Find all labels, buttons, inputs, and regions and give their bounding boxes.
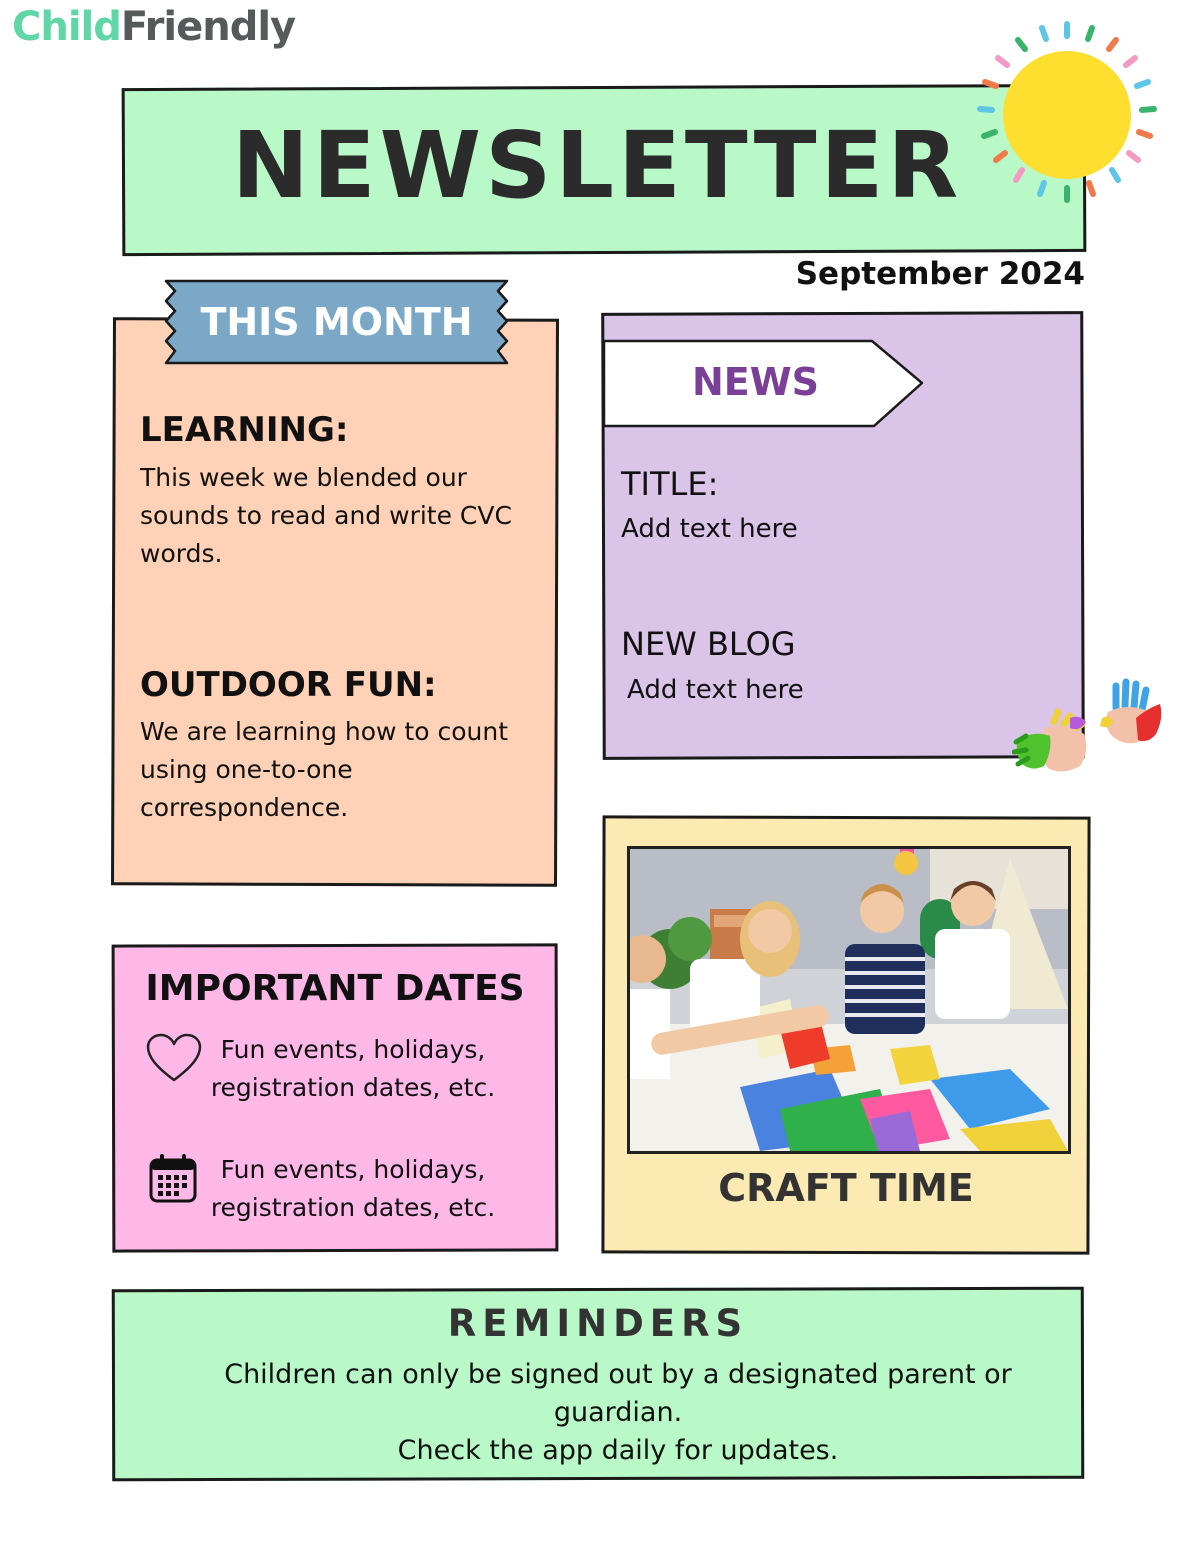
new-blog-text: Add text here (627, 675, 804, 705)
childfriendly-logo: ChildFriendly (12, 4, 296, 50)
newsletter-date: September 2024 (795, 256, 1085, 292)
reminders-text (190, 1356, 1046, 1470)
newsletter-title: NEWSLETTER (231, 112, 963, 219)
outdoor-fun-heading: OUTDOOR FUN: (140, 665, 437, 705)
heart-icon (145, 1032, 203, 1084)
children-crafting-photo (627, 846, 1071, 1154)
learning-heading: LEARNING: (140, 410, 349, 450)
date-item-2-line1: Fun events, holidays, (220, 1155, 486, 1184)
date-item-2-line2: registration dates, etc. (210, 1193, 496, 1222)
learning-text: This week we blended our sounds to read and write CVC words. (140, 463, 512, 568)
calendar-icon (148, 1152, 198, 1204)
sun-icon (970, 14, 1170, 214)
news-title-heading: TITLE: (621, 465, 719, 503)
this-month-label: THIS MONTH (200, 300, 473, 344)
important-dates-heading: IMPORTANT DATES (145, 968, 525, 1009)
reminders-heading: REMINDERS (447, 1302, 749, 1345)
news-title-text: Add text here (621, 514, 798, 544)
date-item-2 (203, 1151, 503, 1227)
craft-time-label: CRAFT TIME (718, 1166, 974, 1210)
reminder-line-1: Children can only be signed out by a designated parent or guardian. (224, 1359, 1012, 1428)
outdoor-fun-text: We are learning how to count using one-to-one correspondence. (140, 717, 509, 822)
news-label: NEWS (691, 360, 820, 404)
paint-hands-icon (1012, 676, 1172, 786)
date-item-1-line1: Fun events, holidays, (220, 1035, 486, 1064)
date-item-1-line2: registration dates, etc. (210, 1073, 496, 1102)
date-item-1 (203, 1031, 503, 1107)
new-blog-heading: NEW BLOG (621, 625, 796, 663)
reminder-line-2: Check the app daily for updates. (397, 1435, 839, 1466)
